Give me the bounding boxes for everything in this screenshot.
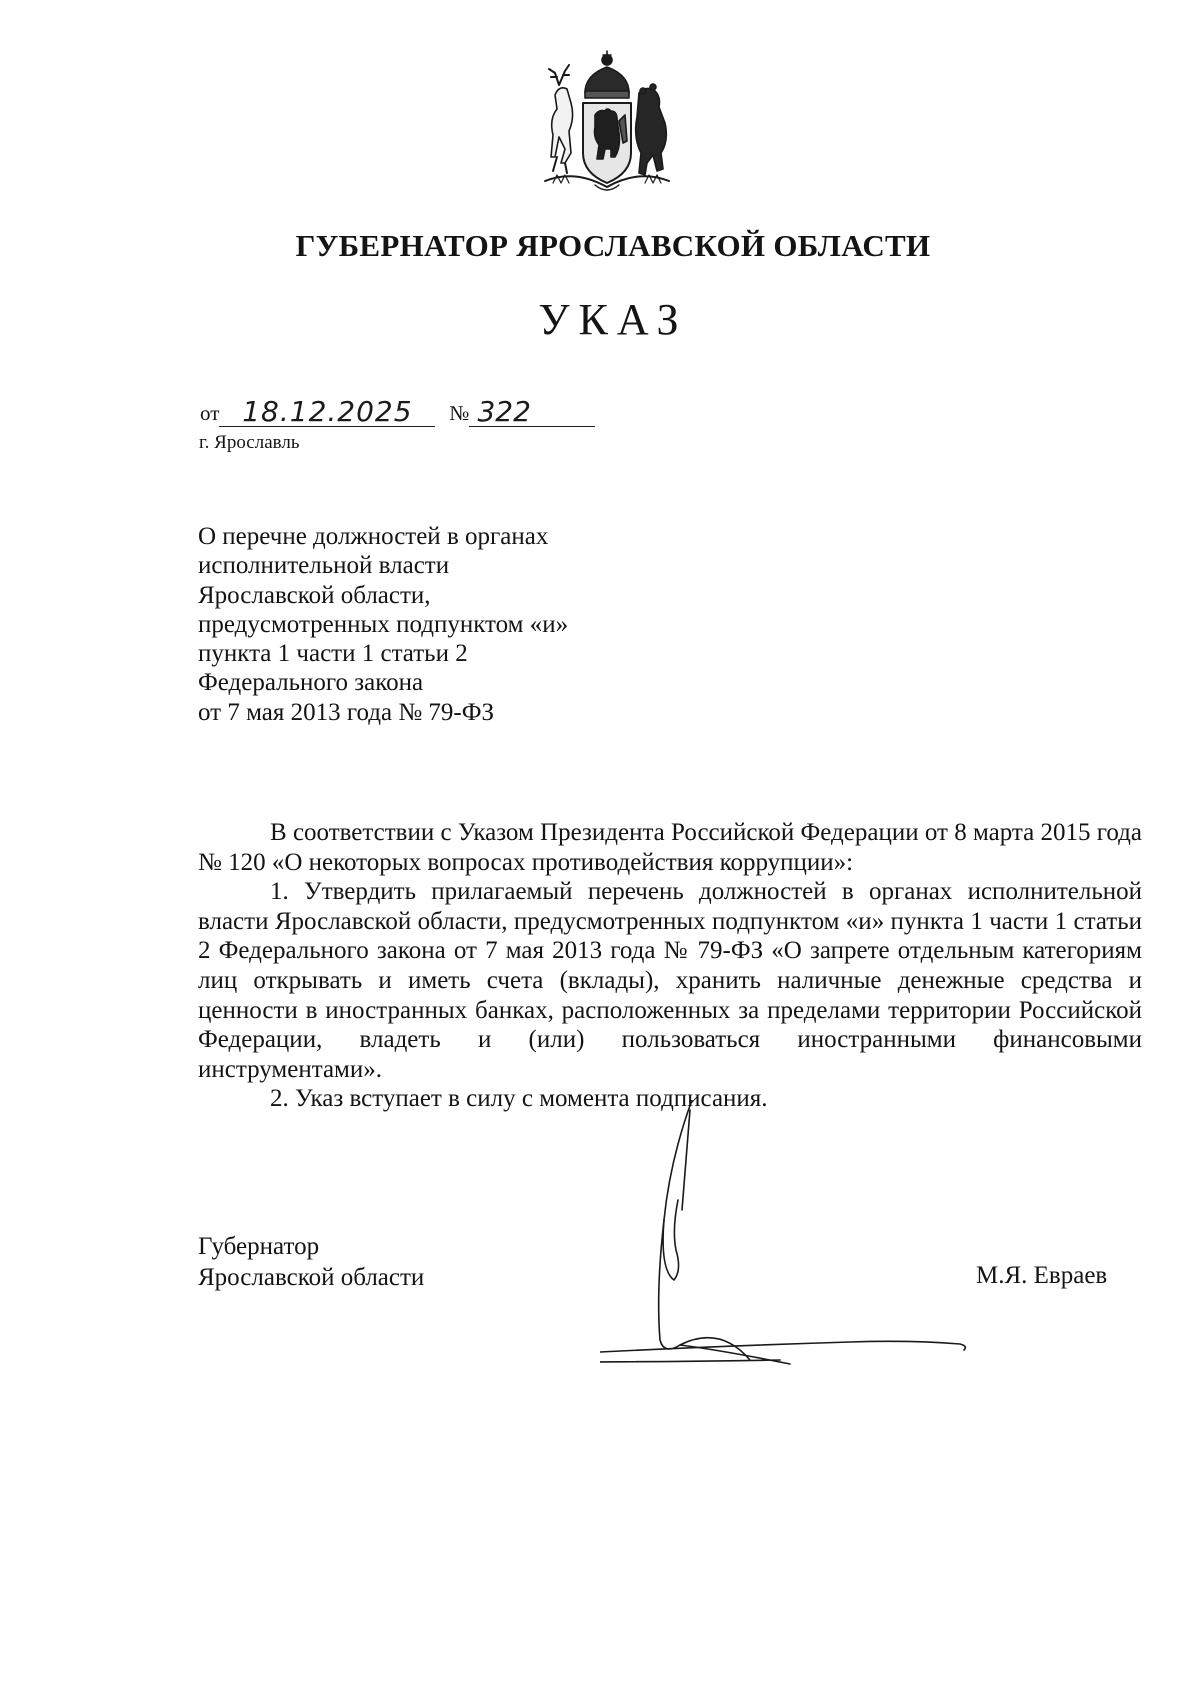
document-date-number <box>200 395 595 428</box>
subject-line: пункта 1 части 1 статьи 2 <box>198 640 468 668</box>
subject-line: исполнительной власти <box>198 552 450 580</box>
clause-2-paragraph: 2. Указ вступает в силу с момента подписания. <box>270 1085 768 1113</box>
number-prefix: № <box>449 401 470 425</box>
document-subject <box>198 522 568 727</box>
document-body <box>198 818 1142 1114</box>
clause-1-paragraph: 1. Утвердить прилагаемый перечень должностей в органах исполнительной власти Ярославской области, предусмотренных подпунктом «и» пункта 1 части 1 статьи 2 Федерального закона от 7 мая 2013 года № 79-ФЗ «О запрете отдельным категориям лиц открывать и иметь счета (вклады), хранить наличные денежные средства и ценности в иностранных банках, расположенных за пределами территории Российской Федерации, владеть и (или) пользоваться иностранными финансовыми инструментами». <box>198 878 1142 1083</box>
document-place: г. Ярославль <box>199 432 300 453</box>
signatory-name: М.Я. Евраев <box>976 1262 1108 1289</box>
subject-line: О перечне должностей в органах <box>198 523 549 550</box>
signatory-title-line: Губернатор <box>198 1233 320 1260</box>
subject-line: Федерального закона <box>198 669 424 697</box>
date-prefix: от <box>200 401 220 425</box>
subject-line: от 7 мая 2013 года № 79-ФЗ <box>198 698 495 726</box>
handwritten-signature <box>600 1100 980 1380</box>
coat-of-arms-emblem <box>535 45 679 205</box>
subject-line: предусмотренных подпунктом «и» <box>198 610 569 638</box>
signatory-title-line: Ярославской области <box>198 1264 425 1291</box>
signatory-position <box>198 1231 424 1293</box>
document-date: 18.12.2025 <box>219 398 435 427</box>
issuing-authority-title: ГУБЕРНАТОР ЯРОСЛАВСКОЙ ОБЛАСТИ <box>295 228 931 263</box>
document-number: 322 <box>469 398 595 427</box>
preamble-paragraph: В соответствии с Указом Президента Российской Федерации от 8 марта 2015 года № 120 «О некоторых вопросах противодействия коррупции»: <box>198 819 1142 876</box>
document-type-heading: УКАЗ <box>538 295 688 344</box>
subject-line: Ярославской области, <box>198 581 431 609</box>
